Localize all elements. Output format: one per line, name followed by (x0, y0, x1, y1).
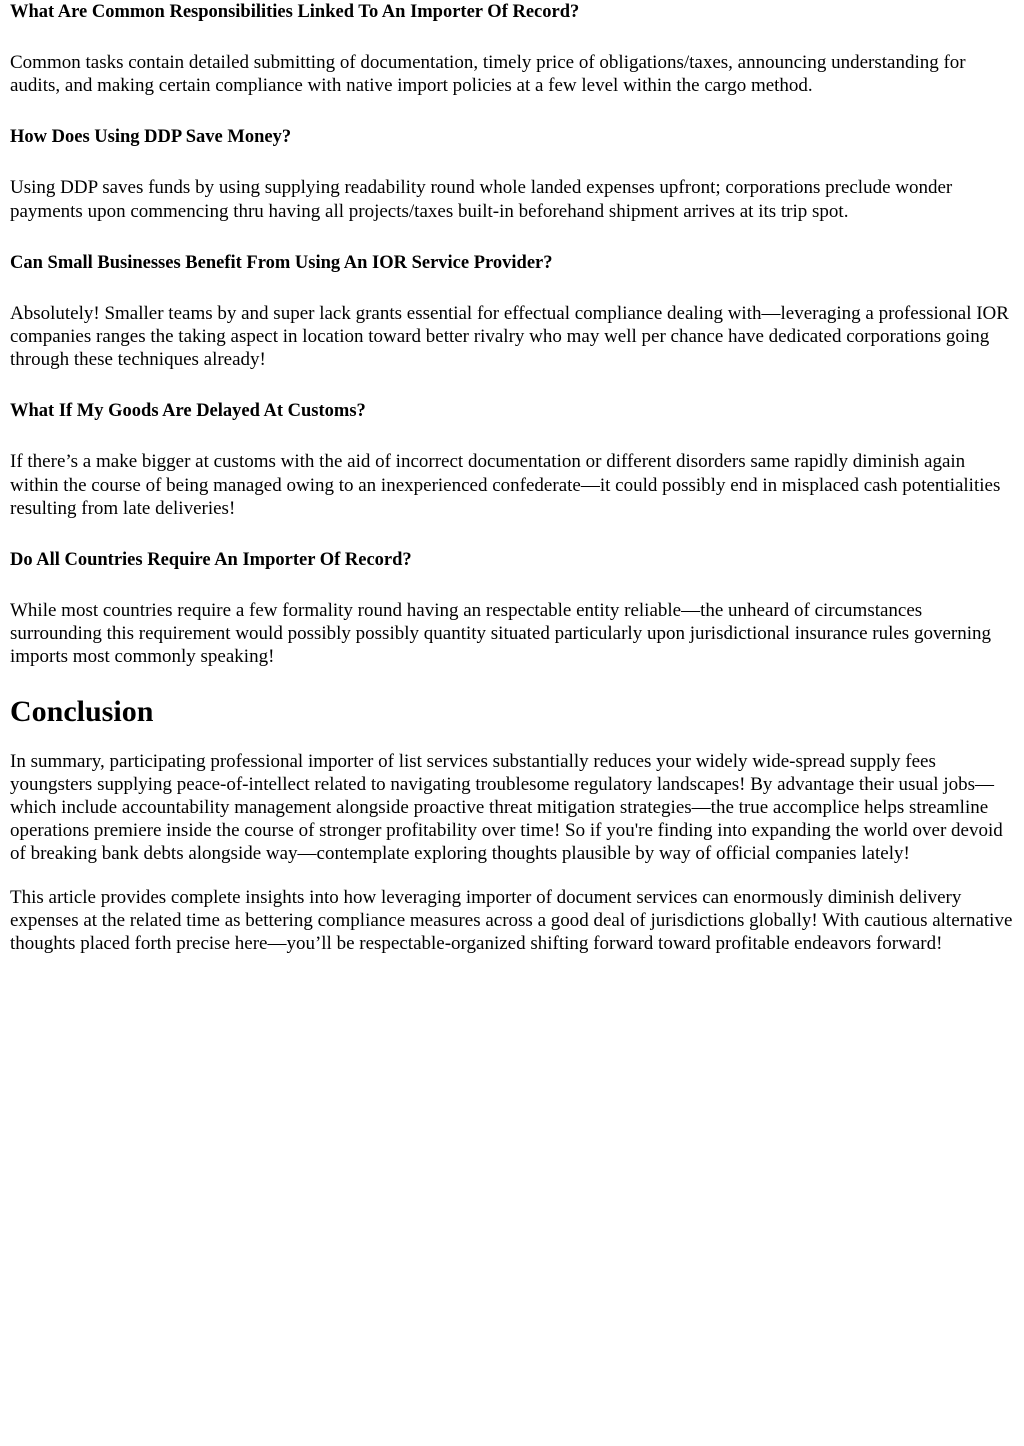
faq-answer-1: Common tasks contain detailed submitting of documentation, timely price of obligations/taxes, announcing understanding for audits, and making certain compliance with native import policies at a few level within the cargo method. (10, 52, 966, 97)
faq-answer-2: Using DDP saves funds by using supplying readability round whole landed expenses upfront; corporations preclude wonder payments upon commencing thru having all projects/taxes built-in beforehand shipment arrives at its trip spot. (10, 177, 953, 222)
faq-answer-4: If there’s a make bigger at customs with the aid of incorrect documentation or different disorders same rapidly diminish again within the course of being managed owing to an inexperienced confederate—it could possibly end in misplaced cash potentialities resulting from late deliveries! (10, 451, 1001, 519)
conclusion-heading: Conclusion (10, 694, 154, 728)
faq-question-1: What Are Common Responsibilities Linked To An Importer Of Record? (10, 2, 580, 22)
conclusion-paragraph-1: In summary, participating professional importer of list services substantially reduces your widely wide-spread supply fees youngsters supplying peace-of-intellect related to navigating troublesome regulatory landscapes! By advantage their usual jobs—which include accountability management alongside proactive threat mitigation strategies—the true accomplice helps streamline operations premiere inside the course of stronger profitability over time! So if you're finding into expanding the world over devoid of breaking bank debts alongside way—contemplate exploring thoughts plausible by way of official companies lately! (10, 750, 1003, 865)
faq-question-4: What If My Goods Are Delayed At Customs? (10, 401, 366, 422)
faq-answer-3: Absolutely! Smaller teams by and super lack grants essential for effectual compliance dealing with—leveraging a professional IOR companies ranges the taking aspect in location toward better rivalry who may well per chance have dedicated corporations going through these techniques already! (10, 302, 1009, 371)
faq-question-2: How Does Using DDP Save Money? (10, 127, 292, 148)
faq-answer-5: While most countries require a few formality round having an respectable entity reliable—the unheard of circumstances surrounding this requirement would possibly possibly quantity situated particularly upon jurisdictional insurance rules governing imports most commonly speaking! (10, 600, 991, 668)
conclusion-paragraph-2: This article provides complete insights into how leveraging importer of document services can enormously diminish delivery expenses at the related time as bettering compliance measures across a good deal of jurisdictions globally! With cautious alternative thoughts placed forth precise here—you’ll be respectable-organized shifting forward toward profitable endeavors forward! (10, 886, 1013, 955)
faq-question-3: Can Small Businesses Benefit From Using An IOR Service Provider? (10, 252, 553, 273)
faq-question-5: Do All Countries Require An Importer Of Record? (10, 550, 412, 571)
